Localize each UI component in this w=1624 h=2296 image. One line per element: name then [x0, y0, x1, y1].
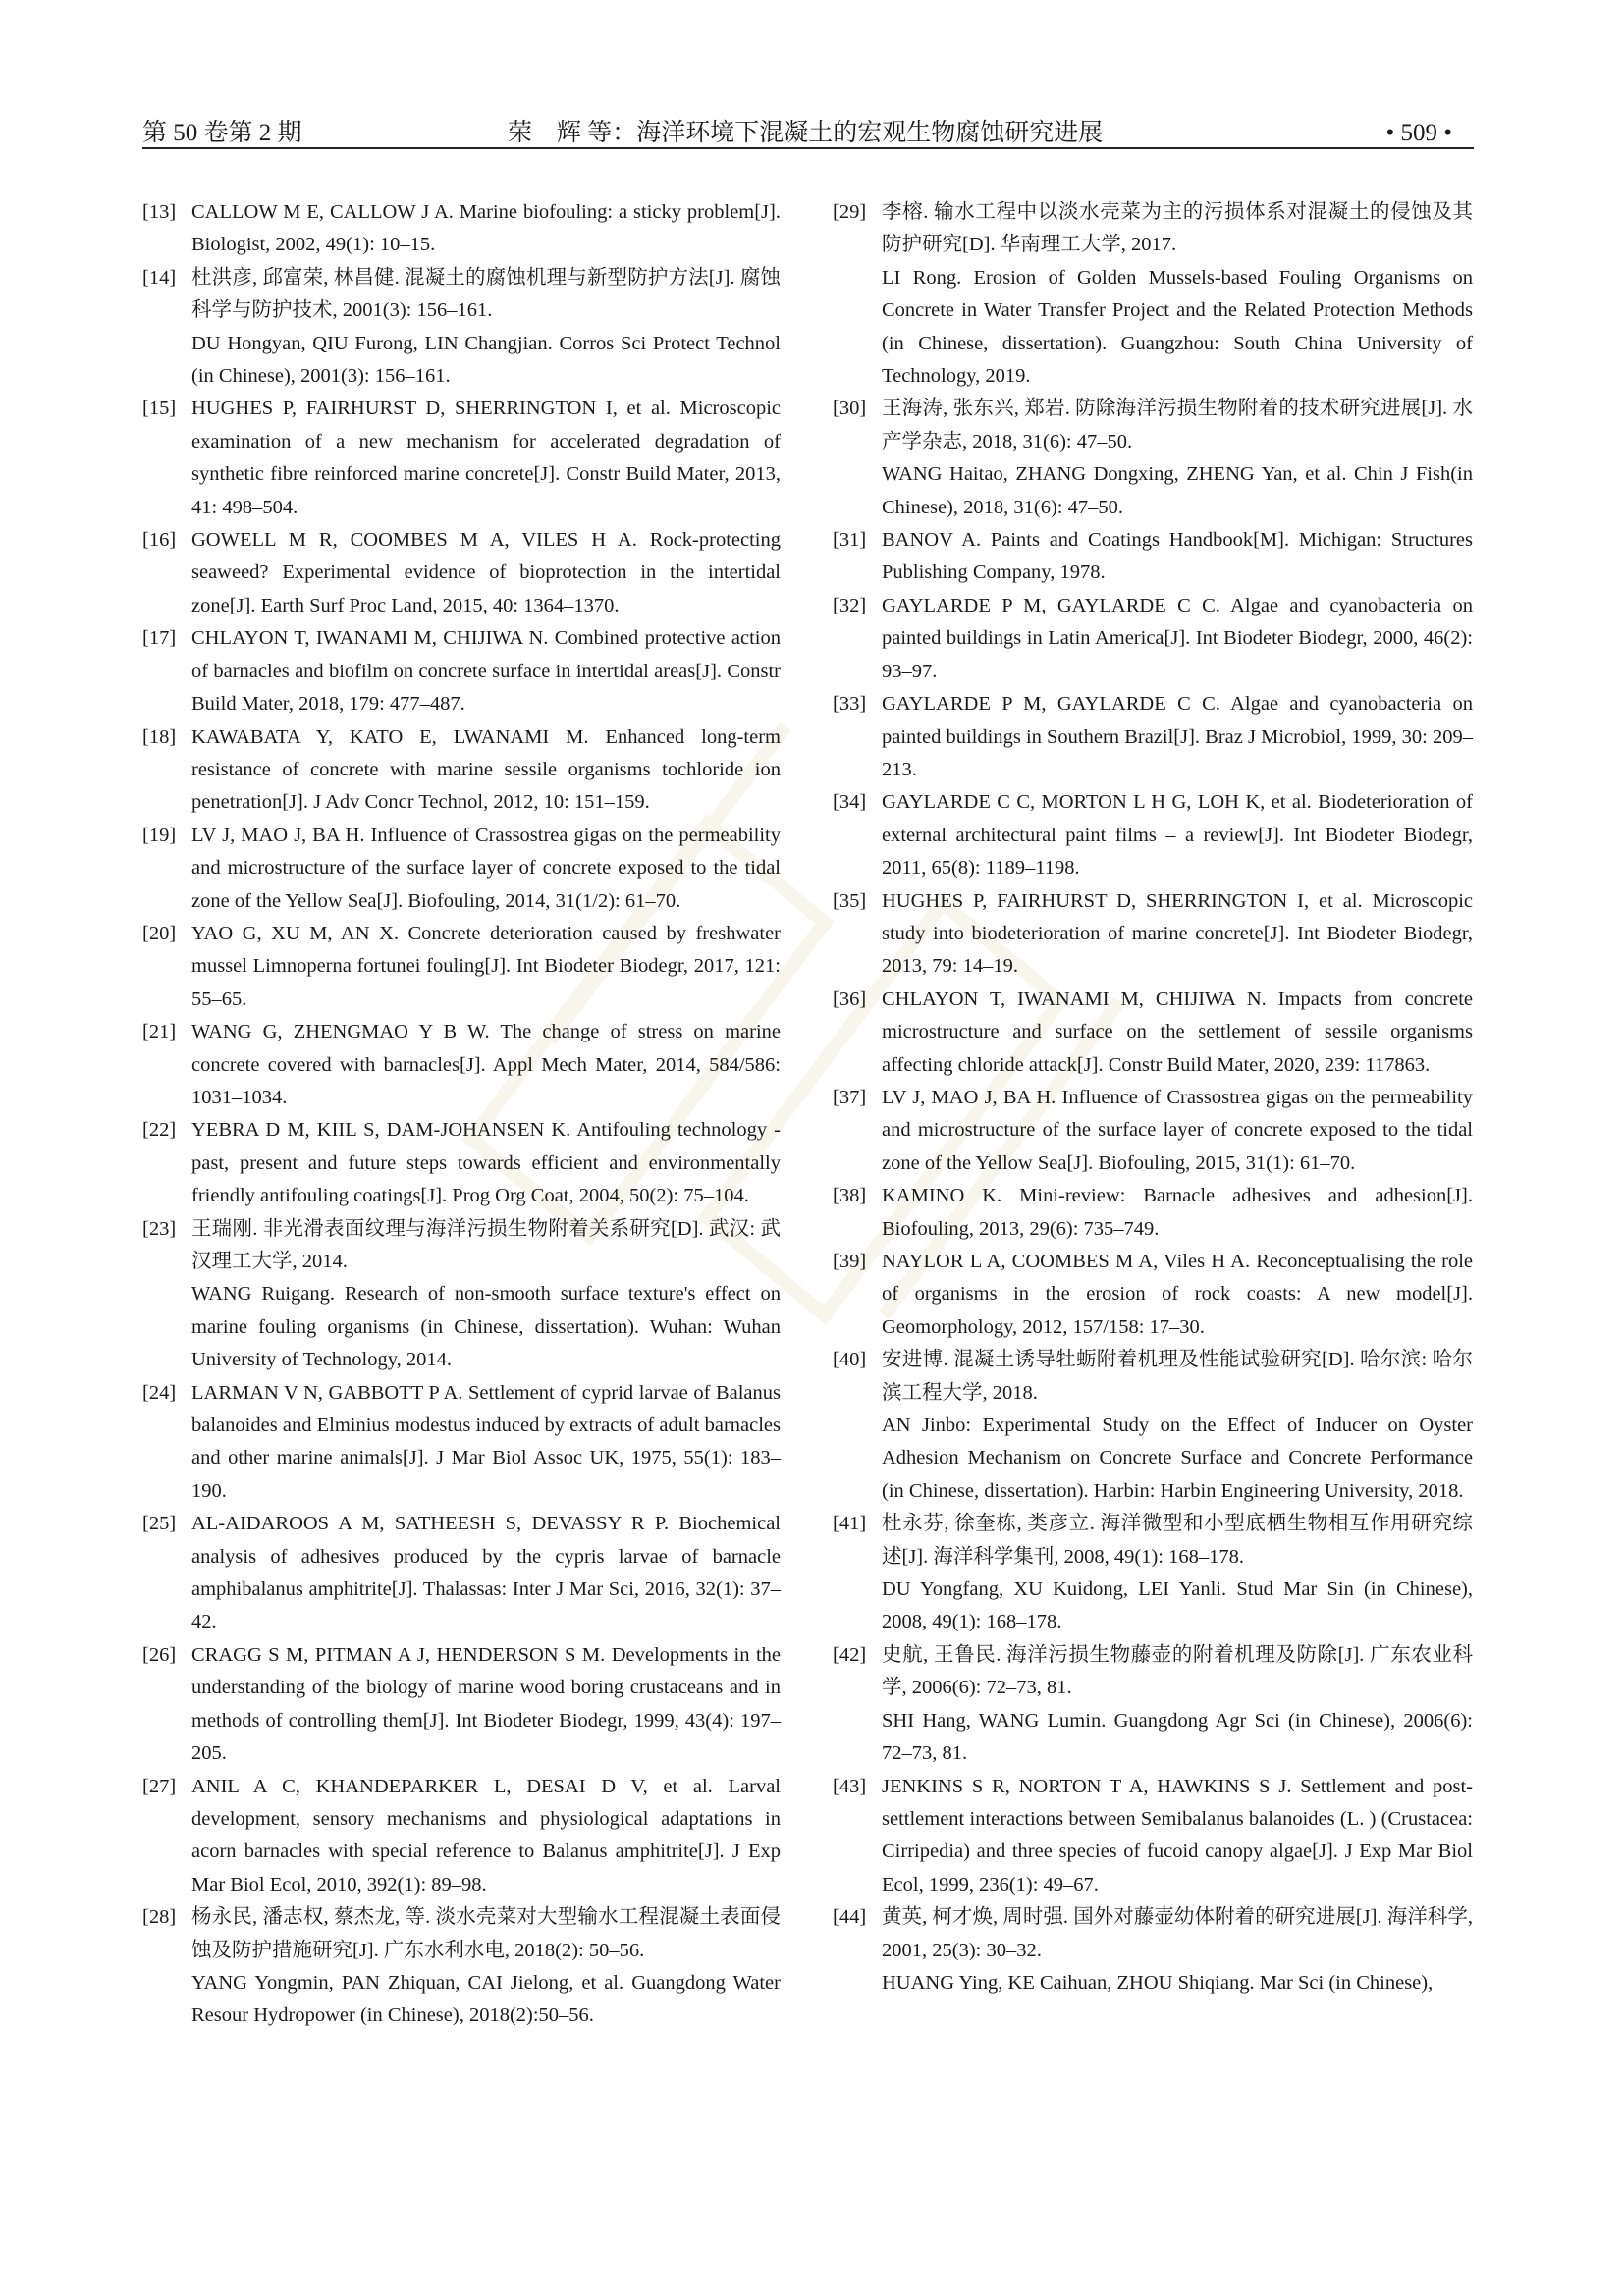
reference-number: [23] — [142, 1217, 177, 1240]
reference-item — [833, 786, 1473, 884]
reference-number: [18] — [142, 725, 177, 748]
reference-item — [142, 1016, 781, 1114]
header-rule — [142, 147, 1474, 149]
reference-text: YEBRA D M, KIIL S, DAM-JOHANSEN K. Antifouling technology - past, present and future steps towards efficient and environmentally friendly antifouling coatings[J]. Prog Org Coat, 2004, 50(2): 75–104. — [191, 1119, 781, 1207]
reference-item — [833, 688, 1473, 786]
reference-text: KAMINO K. Mini-review: Barnacle adhesives and adhesion[J]. Biofouling, 2013, 29(6): 735–749. — [882, 1185, 1473, 1240]
reference-text: WANG Ruigang. Research of non-smooth surface texture's effect on marine fouling organisms (in Chinese, dissertation). Wuhan: Wuhan University of Technology, 2014. — [191, 1283, 781, 1371]
reference-item — [142, 1639, 781, 1771]
reference-number: [28] — [142, 1906, 177, 1929]
reference-number: [41] — [833, 1513, 867, 1535]
reference-text: CHLAYON T, IWANAMI M, CHIJIWA N. Impacts from concrete microstructure and surface on the settlement of sessile organisms affecting chloride attack[J]. Constr Build Mater, 2020, 239: 117863. — [882, 988, 1473, 1076]
reference-number: [43] — [833, 1775, 867, 1797]
reference-text: 史航, 王鲁民. 海洋污损生物藤壶的附着机理及防除[J]. 广东农业科学, 2006(6): 72–73, 81. — [882, 1643, 1473, 1699]
reference-number: [40] — [833, 1349, 867, 1371]
reference-number: [30] — [833, 398, 867, 420]
reference-text: 李榕. 输水工程中以淡水壳菜为主的污损体系对混凝土的侵蚀及其防护研究[D]. 华南理工大学, 2017. — [882, 201, 1473, 256]
reference-text: ANIL A C, KHANDEPARKER L, DESAI D V, et al. Larval development, sensory mechanisms and physiological adaptations in acorn barnacles with special reference to Balanus amphitrite[J]. J Exp Mar Biol Ecol, 2010, 392(1): 89–98. — [191, 1775, 781, 1896]
reference-text: 杨永民, 潘志权, 蔡杰龙, 等. 淡水壳菜对大型输水工程混凝土表面侵蚀及防护措施研究[J]. 广东水利水电, 2018(2): 50–56. — [191, 1906, 781, 1961]
reference-item — [142, 1901, 781, 2033]
reference-number: [22] — [142, 1119, 177, 1142]
reference-text: JENKINS S R, NORTON T A, HAWKINS S J. Settlement and post-settlement interactions between Semibalanus balanoides (L. ) (Crustacea: Cirripedia) and three species of fucoid canopy algae[J]. J Exp Mar Biol Ecol, 1999, 236(1): 49–67. — [882, 1775, 1473, 1896]
reference-number: [15] — [142, 398, 177, 420]
reference-text: HUGHES P, FAIRHURST D, SHERRINGTON I, et al. Microscopic examination of a new mechanism for accelerated degradation of synthetic fibre reinforced marine concrete[J]. Constr Build Mater, 2013, 41: 498–504. — [191, 398, 781, 518]
reference-item — [142, 622, 781, 721]
reference-number: [27] — [142, 1775, 177, 1797]
reference-item — [833, 196, 1473, 393]
reference-text: 王瑞刚. 非光滑表面纹理与海洋污损生物附着关系研究[D]. 武汉: 武汉理工大学, 2014. — [191, 1217, 781, 1272]
reference-text: AL-AIDAROOS A M, SATHEESH S, DEVASSY R P. Biochemical analysis of adhesives produced by the cypris larvae of barnacle amphibalanus amphitrite[J]. Thalassas: Inter J Mar Sci, 2016, 32(1): 37–42. — [191, 1513, 781, 1633]
page-number: • 509 • — [1385, 120, 1452, 146]
reference-item — [833, 1082, 1473, 1180]
reference-number: [34] — [833, 791, 867, 814]
reference-item — [833, 1508, 1473, 1639]
reference-item — [833, 1180, 1473, 1246]
reference-text: CALLOW M E, CALLOW J A. Marine biofouling: a sticky problem[J]. Biologist, 2002, 49(1): 10–15. — [191, 201, 781, 256]
reference-item — [833, 393, 1473, 524]
reference-text: GAYLARDE P M, GAYLARDE C C. Algae and cyanobacteria on painted buildings in Southern Brazil[J]. Braz J Microbiol, 1999, 30: 209–213. — [882, 693, 1473, 780]
reference-text: LI Rong. Erosion of Golden Mussels-based Fouling Organisms on Concrete in Water Transfer Project and the Related Protection Methods (in Chinese, dissertation). Guangzhou: South China University of Technology, 2019. — [882, 266, 1473, 388]
reference-item — [833, 590, 1473, 688]
reference-number: [24] — [142, 1381, 177, 1404]
reference-number: [21] — [142, 1021, 177, 1043]
reference-text: YAO G, XU M, AN X. Concrete deterioration caused by freshwater mussel Limnoperna fortunei fouling[J]. Int Biodeter Biodegr, 2017, 121: 55–65. — [191, 922, 781, 1010]
reference-number: [25] — [142, 1513, 177, 1535]
reference-text: DU Yongfang, XU Kuidong, LEI Yanli. Stud Mar Sin (in Chinese), 2008, 49(1): 168–178. — [882, 1578, 1473, 1633]
reference-number: [44] — [833, 1906, 867, 1929]
reference-item — [833, 1771, 1473, 1902]
reference-number: [13] — [142, 201, 177, 223]
reference-text: GOWELL M R, COOMBES M A, VILES H A. Rock-protecting seaweed? Experimental evidence of bioprotection in the intertidal zone[J]. Earth Surf Proc Land, 2015, 40: 1364–1370. — [191, 529, 781, 616]
running-title: 荣 辉 等：海洋环境下混凝土的宏观生物腐蚀研究进展 — [508, 120, 1104, 146]
reference-text: DU Hongyan, QIU Furong, LIN Changjian. Corros Sci Protect Technol (in Chinese), 2001(3): 156–161. — [191, 332, 781, 388]
reference-text: HUGHES P, FAIRHURST D, SHERRINGTON I, et al. Microscopic study into biodeterioration of marine concrete[J]. Int Biodeter Biodegr, 2013, 79: 14–19. — [882, 889, 1473, 978]
reference-number: [29] — [833, 201, 867, 223]
reference-number: [33] — [833, 693, 867, 716]
volume-issue: 第 50 卷第 2 期 — [142, 120, 302, 146]
reference-item — [142, 262, 781, 394]
reference-item — [142, 1771, 781, 1902]
reference-item — [142, 524, 781, 622]
reference-item — [833, 1344, 1473, 1508]
reference-number: [38] — [833, 1185, 867, 1207]
reference-text: AN Jinbo: Experimental Study on the Effect of Inducer on Oyster Adhesion Mechanism on Concrete Surface and Concrete Performance (in Chinese, dissertation). Harbin: Harbin Engineering University, 2018. — [882, 1415, 1473, 1502]
reference-item — [833, 524, 1473, 590]
reference-text: CRAGG S M, PITMAN A J, HENDERSON S M. Developments in the understanding of the biology of marine wood boring crustaceans and in methods of controlling them[J]. Int Biodeter Biodegr, 1999, 43(4): 197–205. — [191, 1643, 781, 1765]
reference-text: HUANG Ying, KE Caihuan, ZHOU Shiqiang. Mar Sci (in Chinese), — [882, 1971, 1434, 1994]
reference-text: NAYLOR L A, COOMBES M A, Viles H A. Reconceptualising the role of organisms in the erosion of rock coasts: A new model[J]. Geomorphology, 2012, 157/158: 17–30. — [882, 1251, 1473, 1338]
reference-text: YANG Yongmin, PAN Zhiquan, CAI Jielong, et al. Guangdong Water Resour Hydropower (in Chinese), 2018(2):50–56. — [191, 1971, 781, 2027]
reference-number: [42] — [833, 1643, 867, 1666]
reference-text: KAWABATA Y, KATO E, LWANAMI M. Enhanced long-term resistance of concrete with marine sessile organisms tochloride ion penetration[J]. J Adv Concr Technol, 2012, 10: 151–159. — [191, 725, 781, 814]
reference-text: GAYLARDE C C, MORTON L H G, LOH K, et al. Biodeterioration of external architectural paint films – a review[J]. Int Biodeter Biodegr, 2011, 65(8): 1189–1198. — [882, 791, 1473, 880]
reference-number: [16] — [142, 529, 177, 552]
reference-item — [142, 820, 781, 918]
reference-item — [142, 918, 781, 1016]
reference-text: GAYLARDE P M, GAYLARDE C C. Algae and cyanobacteria on painted buildings in Latin America[J]. Int Biodeter Biodegr, 2000, 46(2): 93–97. — [882, 594, 1473, 682]
reference-text: BANOV A. Paints and Coatings Handbook[M]. Michigan: Structures Publishing Company, 1978. — [882, 529, 1473, 584]
reference-text: 黄英, 柯才焕, 周时强. 国外对藤壶幼体附着的研究进展[J]. 海洋科学, 2001, 25(3): 30–32. — [882, 1906, 1473, 1961]
reference-item — [142, 1213, 781, 1377]
reference-text: CHLAYON T, IWANAMI M, CHIJIWA N. Combined protective action of barnacles and biofilm on concrete surface in intertidal areas[J]. Constr Build Mater, 2018, 179: 477–487. — [191, 627, 781, 716]
reference-item — [833, 1639, 1473, 1771]
reference-item — [142, 393, 781, 524]
reference-item — [142, 721, 781, 820]
reference-number: [31] — [833, 529, 867, 552]
reference-number: [19] — [142, 824, 177, 846]
reference-number: [36] — [833, 988, 867, 1010]
reference-text: LV J, MAO J, BA H. Influence of Crassostrea gigas on the permeability and microstructure of the surface layer of concrete exposed to the tidal zone of the Yellow Sea[J]. Biofouling, 2014, 31(1/2): 61–70. — [191, 824, 781, 912]
references-left-column — [142, 196, 781, 2033]
reference-text: 杜永芬, 徐奎栋, 类彦立. 海洋微型和小型底栖生物相互作用研究综述[J]. 海洋科学集刊, 2008, 49(1): 168–178. — [882, 1513, 1473, 1568]
reference-item — [142, 1114, 781, 1212]
reference-number: [35] — [833, 889, 867, 912]
reference-item — [142, 1508, 781, 1639]
reference-number: [26] — [142, 1643, 177, 1666]
reference-item — [833, 885, 1473, 984]
reference-item — [833, 1901, 1473, 2000]
reference-number: [39] — [833, 1251, 867, 1272]
reference-number: [32] — [833, 594, 867, 616]
reference-number: [37] — [833, 1086, 867, 1108]
references-right-column — [833, 196, 1473, 2000]
reference-number: [14] — [142, 266, 177, 289]
reference-text: LARMAN V N, GABBOTT P A. Settlement of cyprid larvae of Balanus balanoides and Elminius modestus induced by extracts of adult barnacles and other marine animals[J]. J Mar Biol Assoc UK, 1975, 55(1): 183–190. — [191, 1381, 781, 1502]
reference-item — [142, 196, 781, 262]
reference-text: SHI Hang, WANG Lumin. Guangdong Agr Sci (in Chinese), 2006(6): 72–73, 81. — [882, 1709, 1473, 1765]
reference-item — [833, 1246, 1473, 1344]
reference-text: WANG Haitao, ZHANG Dongxing, ZHENG Yan, et al. Chin J Fish(in Chinese), 2018, 31(6): 47–50. — [882, 463, 1473, 518]
reference-item — [142, 1377, 781, 1509]
reference-number: [20] — [142, 922, 177, 944]
reference-text: LV J, MAO J, BA H. Influence of Crassostrea gigas on the permeability and microstructure of the surface layer of concrete exposed to the tidal zone of the Yellow Sea[J]. Biofouling, 2015, 31(1): 61–70. — [882, 1086, 1473, 1174]
reference-text: 王海涛, 张东兴, 郑岩. 防除海洋污损生物附着的技术研究进展[J]. 水产学杂志, 2018, 31(6): 47–50. — [882, 398, 1473, 453]
reference-text: WANG G, ZHENGMAO Y B W. The change of stress on marine concrete covered with barnacles[J]. Appl Mech Mater, 2014, 584/586: 1031–1034. — [191, 1021, 781, 1108]
reference-text: 安进博. 混凝土诱导牡蛎附着机理及性能试验研究[D]. 哈尔滨: 哈尔滨工程大学, 2018. — [882, 1349, 1473, 1404]
reference-text: 杜洪彦, 邱富荣, 林昌健. 混凝土的腐蚀机理与新型防护方法[J]. 腐蚀科学与防护技术, 2001(3): 156–161. — [191, 266, 781, 322]
reference-number: [17] — [142, 627, 177, 650]
reference-item — [833, 984, 1473, 1082]
